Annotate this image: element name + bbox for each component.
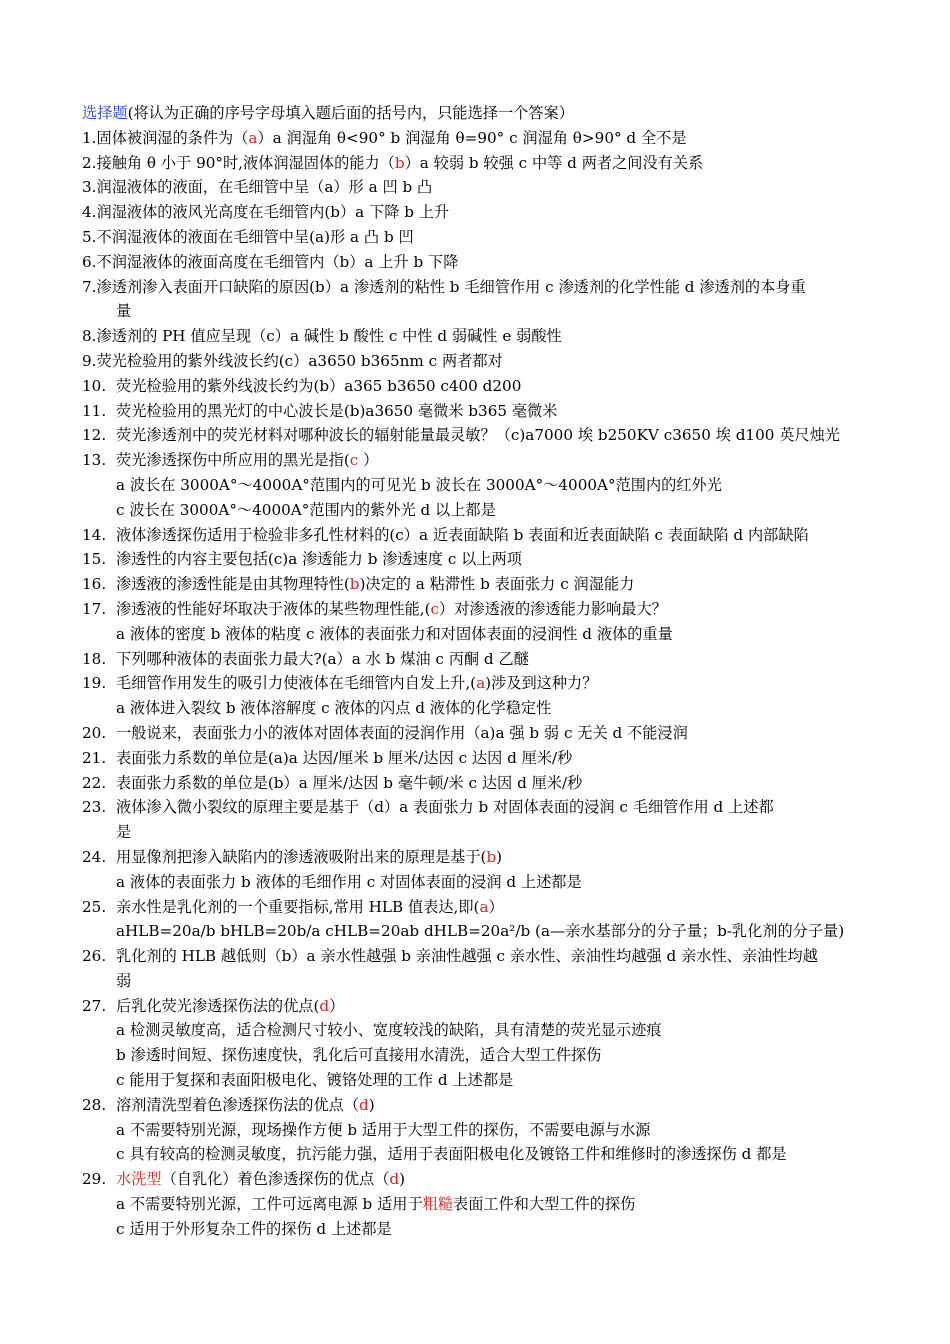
- question-line: [0, 647, 950, 672]
- question-line: [0, 572, 950, 597]
- answer-mark: d: [319, 996, 330, 1015]
- answer-mark: a: [479, 897, 489, 916]
- text-run: 不润湿液体的液面在毛细管中呈(a)形 a 凸 b 凹: [96, 227, 414, 246]
- text-run: ）对渗透液的渗透能力影响最大？: [439, 599, 667, 618]
- text-run: 接触角 θ 小于 90°时,液体润湿固体的能力（: [96, 153, 395, 172]
- question-line: [0, 771, 950, 796]
- question-number: 12.: [82, 426, 107, 445]
- text-run: 荧光检验用的紫外线波长约为(b）a365 b3650 c400 d200: [116, 376, 522, 395]
- text-run: 表面工件和大型工件的探伤: [453, 1195, 636, 1214]
- answer-mark: d: [389, 1170, 400, 1189]
- text-run: 荧光检验用的黑光灯的中心波长是(b)a3650 毫微米 b365 毫微米: [116, 401, 558, 420]
- heading-tag: 选择题: [82, 104, 128, 122]
- question-line: [0, 250, 950, 275]
- question-number: 18.: [82, 649, 107, 668]
- question-number: 27.: [82, 996, 107, 1015]
- text-run: ): [496, 847, 503, 866]
- text-run: 固体被润湿的条件为（: [96, 128, 249, 147]
- question-continuation: [0, 919, 950, 944]
- text-run: 溶剂清洗型着色渗透探伤法的优点（: [116, 1095, 359, 1114]
- question-line: [0, 324, 950, 349]
- question-text: [116, 547, 522, 572]
- question-text: [116, 895, 504, 920]
- question-text: [116, 423, 840, 448]
- question-number: 3.: [82, 178, 97, 197]
- text-run: 渗透剂渗入表面开口缺陷的原因(b）a 渗透剂的粘性 b 毛细管作用 c 渗透剂的化学性能 d 渗透剂的本身重: [96, 277, 806, 296]
- text-run: 不润湿液体的液面高度在毛细管内（b）a 上升 b 下降: [96, 252, 459, 271]
- text-run: c 能用于复探和表面阳极电化、镀铬处理的工作 d 上述都是: [116, 1071, 514, 1090]
- question-text: [97, 154, 704, 172]
- text-run: 荧光检验用的紫外线波长约(c）a3650 b365nm c 两者都对: [96, 351, 503, 370]
- question-text: [116, 399, 557, 424]
- question-text: [116, 374, 521, 399]
- question-text: [116, 1046, 601, 1064]
- question-line: [0, 399, 950, 424]
- text-run: ）a 润湿角 θ<90° b 润湿角 θ=90° c 润湿角 θ>90° d 全不是: [257, 128, 687, 147]
- question-line: [0, 200, 950, 225]
- question-number: 7.: [82, 277, 97, 296]
- question-continuation: [0, 1118, 950, 1143]
- text-run: 量: [116, 302, 132, 321]
- text-run: )涉及到这种力？: [485, 674, 598, 693]
- question-text: [97, 327, 562, 345]
- answer-mark: a: [248, 128, 258, 147]
- question-text: [116, 476, 722, 494]
- question-text: [116, 994, 344, 1019]
- question-text: [97, 178, 433, 196]
- text-run: ): [368, 1095, 375, 1114]
- question-number: 21.: [82, 748, 107, 767]
- answer-mark: c: [349, 451, 359, 470]
- question-line: [0, 721, 950, 746]
- question-number: 26.: [82, 947, 107, 966]
- question-line: [0, 175, 950, 200]
- question-continuation: [0, 498, 950, 523]
- question-text: [97, 129, 687, 147]
- text-run: ）: [358, 451, 379, 470]
- question-continuation: [0, 299, 950, 324]
- question-text: [116, 944, 818, 969]
- question-text: [116, 1021, 661, 1039]
- question-text: [116, 671, 597, 696]
- question-continuation: [0, 622, 950, 647]
- text-run: 下列哪种液体的表面张力最大?(a）a 水 b 煤油 c 丙酮 d 乙醚: [116, 649, 529, 668]
- text-run: )决定的 a 粘滞性 b 表面张力 c 润湿能力: [359, 575, 635, 594]
- question-continuation: [0, 870, 950, 895]
- text-run: 一般说来，表面张力小的液体对固体表面的浸润作用（a)a 强 b 弱 c 无关 d 不能浸润: [116, 723, 688, 742]
- question-text: [116, 523, 809, 548]
- question-text: [116, 1220, 392, 1238]
- question-line: [0, 895, 950, 920]
- question-line: [0, 423, 950, 448]
- text-run: 荧光渗透剂中的荧光材料对哪种波长的辐射能量最灵敏？（c)a7000 埃 b250KV c3650 埃 d100 英尺烛光: [116, 426, 840, 445]
- question-line: [0, 795, 950, 820]
- question-line: [0, 1093, 950, 1118]
- question-text: [116, 972, 131, 990]
- question-line: [0, 349, 950, 374]
- question-text: [116, 922, 844, 940]
- question-number: 17.: [82, 599, 107, 618]
- question-line: [0, 523, 950, 548]
- question-continuation: [0, 696, 950, 721]
- question-text: [116, 1093, 375, 1118]
- text-run: a 检测灵敏度高，适合检测尺寸较小、宽度较浅的缺陷，具有清楚的荧光显示迹痕: [116, 1021, 662, 1040]
- text-run: ): [399, 1170, 406, 1189]
- text-run: 渗透剂的 PH 值应呈现（c）a 碱性 b 酸性 c 中性 d 弱碱性 e 弱酸性: [96, 327, 562, 346]
- question-continuation: [0, 473, 950, 498]
- answer-mark: a: [476, 674, 486, 693]
- text-run: a 不需要特别光源，工件可远离电源 b 适用于: [116, 1195, 423, 1214]
- question-line: [0, 671, 950, 696]
- question-continuation: [0, 969, 950, 994]
- question-text: [116, 771, 582, 796]
- question-text: [97, 228, 414, 246]
- question-number: 4.: [82, 203, 97, 222]
- answer-mark: 水洗型: [116, 1170, 162, 1189]
- text-run: a 液体的表面张力 b 液体的毛细作用 c 对固体表面的浸润 d 上述都是: [116, 872, 582, 891]
- question-text: [116, 823, 131, 841]
- question-number: 14.: [82, 525, 107, 544]
- question-line: [0, 547, 950, 572]
- question-number: 29.: [82, 1170, 107, 1189]
- question-line: [0, 151, 950, 176]
- question-text: [116, 1071, 513, 1089]
- text-run: ）a 较弱 b 较强 c 中等 d 两者之间没有关系: [404, 153, 704, 172]
- text-run: 乳化剂的 HLB 越低则（b）a 亲水性越强 b 亲油性越强 c 亲水性、亲油性均越强 d 亲水性、亲油性均越: [116, 947, 818, 966]
- text-run: a 波长在 3000A°～4000A°范围内的可见光 b 波长在 3000A°～4000A°范围内的红外光: [116, 475, 722, 494]
- question-continuation: [0, 1043, 950, 1068]
- text-run: 液体渗入微小裂纹的原理主要是基于（d）a 表面张力 b 对固体表面的浸润 c 毛细管作用 d 上述都: [116, 798, 774, 817]
- question-number: 28.: [82, 1095, 107, 1114]
- question-text: [116, 572, 634, 597]
- document-page: [0, 101, 950, 1242]
- text-run: 润湿液体的液风光高度在毛细管内(b）a 下降 b 上升: [96, 203, 450, 222]
- question-number: 20.: [82, 723, 107, 742]
- text-run: b 渗透时间短、探伤速度快，乳化后可直接用水清洗，适合大型工件探伤: [116, 1046, 602, 1065]
- question-line: [0, 597, 950, 622]
- text-run: 荧光渗透探伤中所应用的黑光是指(: [116, 451, 350, 470]
- question-line: [0, 448, 950, 473]
- text-run: 液体渗透探伤适用于检验非多孔性材料的(c）a 近表面缺陷 b 表面和近表面缺陷 c 表面缺陷 d 内部缺陷: [116, 525, 809, 544]
- text-run: 渗透性的内容主要包括(c)a 渗透能力 b 渗透速度 c 以上两项: [116, 550, 522, 569]
- question-continuation: [0, 1018, 950, 1043]
- text-run: 弱: [116, 971, 132, 990]
- question-text: [116, 1121, 650, 1139]
- answer-mark: c: [430, 599, 440, 618]
- question-line: [0, 845, 950, 870]
- question-continuation: [0, 1068, 950, 1093]
- answer-mark: b: [486, 847, 497, 866]
- text-run: a 液体的密度 b 液体的粘度 c 液体的表面张力和对固体表面的浸润性 d 液体的重量: [116, 624, 673, 643]
- question-number: 23.: [82, 798, 107, 817]
- question-number: 5.: [82, 227, 97, 246]
- text-run: 后乳化荧光渗透探伤法的优点(: [116, 996, 320, 1015]
- question-number: 25.: [82, 897, 107, 916]
- question-continuation: [0, 1192, 950, 1217]
- question-number: 8.: [82, 327, 97, 346]
- question-text: [116, 597, 667, 622]
- text-run: aHLB=20a/b bHLB=20b/a cHLB=20ab dHLB=20a²/b (a—亲水基部分的分子量；b-乳化剂的分子量): [116, 922, 845, 941]
- question-text: [116, 647, 529, 672]
- question-continuation: [0, 1142, 950, 1167]
- question-text: [97, 253, 459, 271]
- question-continuation: [0, 1217, 950, 1242]
- question-text: [116, 625, 673, 643]
- text-run: 用显像剂把渗入缺陷内的渗透液吸附出来的原理是基于(: [116, 847, 487, 866]
- section-heading: [0, 101, 950, 126]
- question-text: [97, 278, 806, 296]
- text-run: 表面张力系数的单位是(b）a 厘米/达因 b 毫牛顿/米 c 达因 d 厘米/秒: [116, 773, 583, 792]
- question-text: [116, 1167, 405, 1192]
- text-run: 毛细管作用发生的吸引力使液体在毛细管内自发上升,(: [116, 674, 477, 693]
- question-text: [116, 795, 774, 820]
- question-text: [116, 1145, 787, 1163]
- question-line: [0, 1167, 950, 1192]
- question-text: [116, 699, 551, 717]
- question-number: 11.: [82, 401, 107, 420]
- question-number: 13.: [82, 451, 107, 470]
- text-run: a 不需要特别光源，现场操作方便 b 适用于大型工件的探伤，不需要电源与水源: [116, 1120, 651, 1139]
- question-text: [116, 845, 502, 870]
- question-text: [97, 203, 450, 221]
- question-number: 6.: [82, 252, 97, 271]
- question-number: 2.: [82, 153, 97, 172]
- heading-instruction: (将认为正确的序号字母填入题后面的括号内，只能选择一个答案）: [127, 104, 574, 122]
- text-run: 表面张力系数的单位是(a)a 达因/厘米 b 厘米/达因 c 达因 d 厘米/秒: [116, 748, 573, 767]
- question-number: 10.: [82, 376, 107, 395]
- question-line: [0, 126, 950, 151]
- answer-mark: b: [349, 575, 360, 594]
- text-run: 渗透液的渗透性能是由其物理特性(: [116, 575, 350, 594]
- answer-mark: d: [359, 1095, 369, 1114]
- text-run: 润湿液体的液面，在毛细管中呈（a）形 a 凹 b 凸: [96, 178, 433, 197]
- question-line: [0, 275, 950, 300]
- text-run: a 液体进入裂纹 b 液体溶解度 c 液体的闪点 d 液体的化学稳定性: [116, 699, 552, 718]
- question-continuation: [0, 820, 950, 845]
- question-number: 15.: [82, 550, 107, 569]
- text-run: 亲水性是乳化剂的一个重要指标,常用 HLB 值表达,即(: [116, 897, 480, 916]
- question-text: [116, 448, 378, 473]
- answer-mark: 粗糙: [422, 1195, 454, 1214]
- question-number: 9.: [82, 351, 97, 370]
- question-line: [0, 746, 950, 771]
- text-run: ）: [329, 996, 345, 1015]
- question-text: [116, 1195, 635, 1213]
- text-run: 是: [116, 823, 132, 842]
- question-text: [116, 501, 496, 519]
- question-text: [97, 352, 503, 370]
- question-number: 16.: [82, 575, 107, 594]
- question-text: [116, 746, 572, 771]
- question-text: [116, 721, 688, 746]
- question-number: 24.: [82, 847, 107, 866]
- question-line: [0, 225, 950, 250]
- text-run: c 适用于外形复杂工件的探伤 d 上述都是: [116, 1219, 392, 1238]
- question-line: [0, 374, 950, 399]
- question-number: 1.: [82, 128, 97, 147]
- question-number: 22.: [82, 773, 107, 792]
- question-line: [0, 944, 950, 969]
- text-run: ）: [488, 897, 504, 916]
- question-list: [0, 126, 950, 1242]
- text-run: c 具有较高的检测灵敏度，抗污能力强，适用于表面阳极电化及镀铬工件和维修时的渗透探伤 d 都是: [116, 1145, 787, 1164]
- text-run: （自乳化）着色渗透探伤的优点（: [161, 1170, 390, 1189]
- question-line: [0, 994, 950, 1019]
- answer-mark: b: [394, 153, 405, 172]
- question-text: [116, 302, 131, 320]
- text-run: 渗透液的性能好坏取决于液体的某些物理性能,(: [116, 599, 431, 618]
- text-run: c 波长在 3000A°～4000A°范围内的紫外光 d 以上都是: [116, 500, 496, 519]
- question-text: [116, 873, 582, 891]
- question-number: 19.: [82, 674, 107, 693]
